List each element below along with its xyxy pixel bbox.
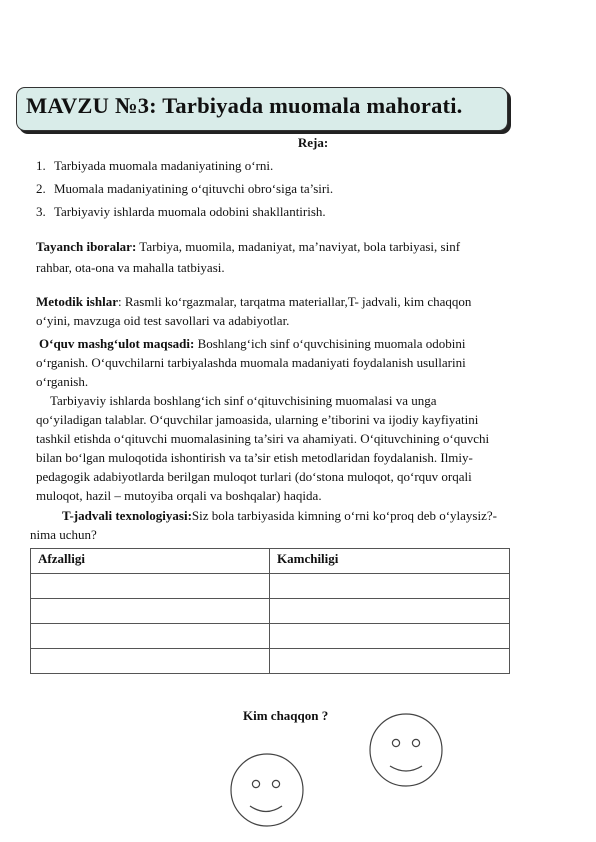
t-chart-table (30, 548, 510, 674)
table-cell (270, 649, 510, 674)
topic-title-box (16, 87, 508, 131)
smiley-face-icon (229, 752, 305, 828)
plan-heading: Reja: (297, 135, 329, 150)
topic-title: MAVZU №3: Tarbiyada muomala mahorati. (26, 93, 463, 118)
table-row (31, 624, 510, 649)
key-terms-label: Tayanch iboralar: (36, 239, 137, 254)
table-cell (31, 649, 270, 674)
table-row (31, 599, 510, 624)
body-paragraph: Tarbiyaviy ishlarda boshlang‘ich sinf o‘qituvchisining muomalasi va unga qo‘yiladigan talablar. O‘quvchilar jamoasida, ularning e’tiborini va ijodiy kayfiyatini tashkil etishda o‘qituvchi muomalasining ta’siri va ahamiyati. O‘qituvchining o‘quvchi bilan bo‘lgan muloqotida ishontirish va ta’sir etish metodlaridan foydalanish. Ilmiy- pedagogik adabiyotlarda berilgan muloqot turlari (do‘stona muloqot, qo‘rquv orqali muloqot, hazil – mutoyiba orqali va boshqalar) haqida. (36, 393, 490, 503)
methods-paragraph: Metodik ishlar: Rasmli ko‘rgazmalar, tarqatma materiallar,T- jadvali, kim chaqqon o‘yini, mavzuga oid test savollari va adabiyotlar. (36, 294, 472, 328)
table-cell (31, 624, 270, 649)
plan-item: 3. Tarbiyaviy ishlarda muomala odobini shakllantirish. (36, 204, 326, 219)
table-row (31, 574, 510, 599)
table-cell (270, 574, 510, 599)
table-cell (31, 574, 270, 599)
goal-label: O‘quv mashg‘ulot maqsadi: (39, 336, 195, 351)
t-chart-paragraph: T-jadvali texnologiyasi:Siz bola tarbiyasida kimning o‘rni ko‘proq deb o‘ylaysiz?- nima uchun? (30, 508, 497, 542)
methods-label: Metodik ishlar (36, 294, 118, 309)
smiley-face-icon (368, 712, 444, 788)
table-cell (270, 624, 510, 649)
plan-item: 1. Tarbiyada muomala madaniyatining o‘rni. (36, 158, 274, 173)
plan-item: 2. Muomala madaniyatining o‘qituvchi obro‘siga ta’siri. (36, 181, 334, 196)
plan-list (36, 158, 333, 227)
table-row (31, 649, 510, 674)
column-header-advantages: Afzalligi (31, 549, 270, 574)
table-cell (270, 599, 510, 624)
goal-paragraph: O‘quv mashg‘ulot maqsadi: Boshlang‘ich sinf o‘quvchisining muomala odobini o‘rganish. O‘quvchilarni tarbiyalashda muomala madaniyati foydalanish usullarini o‘rganish. (36, 336, 466, 389)
column-header-disadvantages: Kamchiligi (270, 549, 510, 574)
key-terms-paragraph: Tayanch iboralar: Tarbiya, muomila, madaniyat, ma’naviyat, bola tarbiyasi, sinf rahbar, ota-ona va mahalla tatbiyasi. (36, 239, 461, 275)
table-header-row (31, 549, 510, 574)
t-chart-label: T-jadvali texnologiyasi: (62, 508, 192, 523)
table-cell (31, 599, 270, 624)
game-heading: Kim chaqqon ? (243, 708, 329, 723)
